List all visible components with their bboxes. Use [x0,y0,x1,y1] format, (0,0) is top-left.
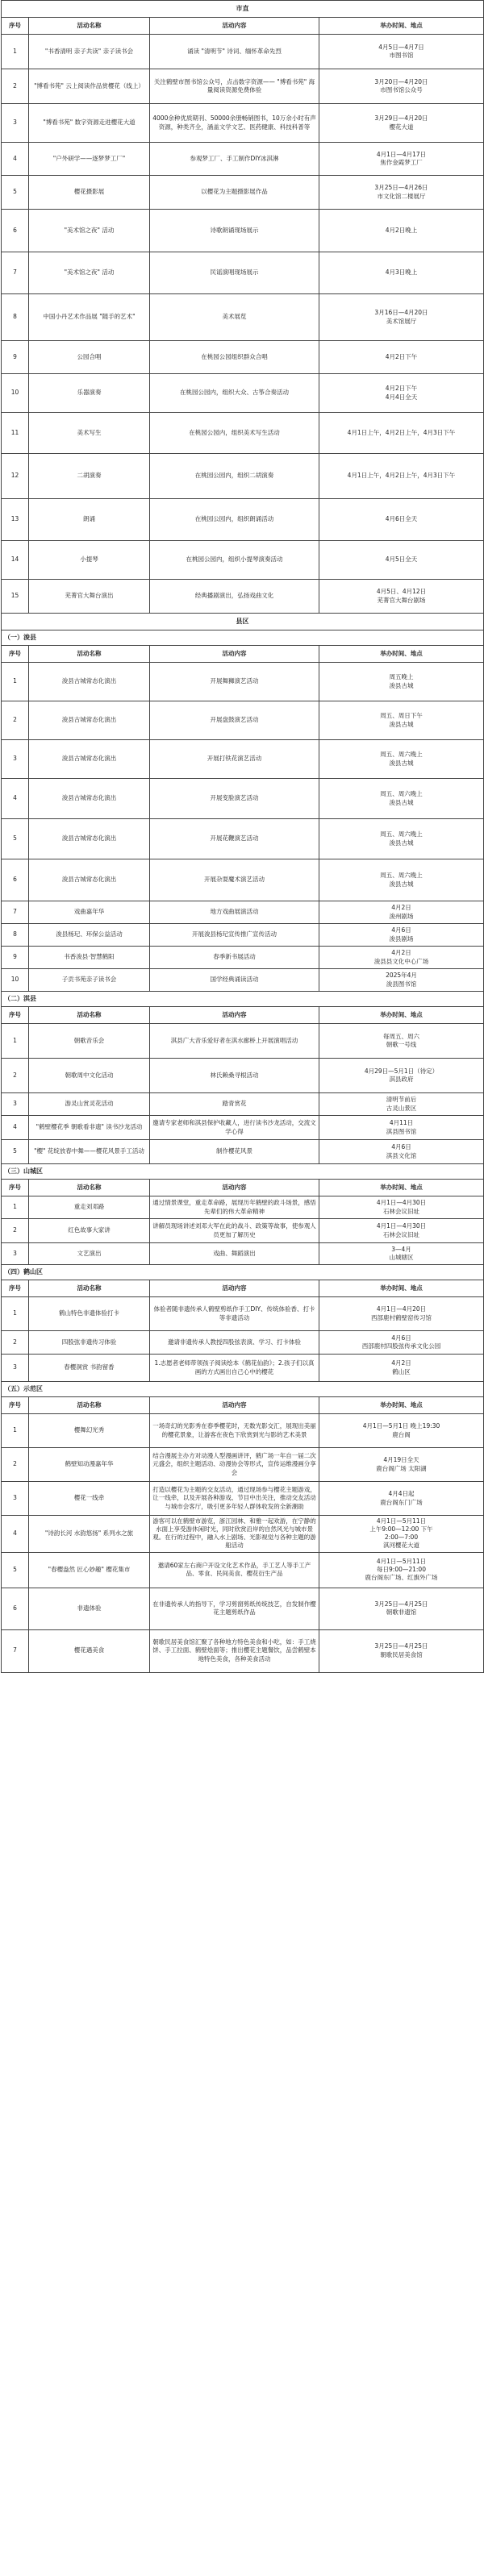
activity-content: 戏曲、舞蹈演出 [150,1243,319,1265]
activity-name: 鹤壁知动漫嘉年华 [29,1448,150,1482]
row-number: 5 [2,176,29,210]
table-row [2,1629,484,1672]
activity-content: 邀请专家老师和淇县保护收藏人，进行读书沙龙活动，交流文学心得 [150,1116,319,1140]
table-header-row [2,1280,484,1297]
table-row [2,1355,484,1382]
row-number: 13 [2,499,29,541]
row-number: 2 [2,1059,29,1093]
activity-time-place: 4月1日—5月11日 每日9:00—21:00 鹿台阁东广场、红旗外广场 [319,1552,484,1588]
table-row [2,1331,484,1355]
table-row [2,1024,484,1059]
row-number: 11 [2,413,29,454]
table-header-row [2,1007,484,1024]
table-row [2,104,484,143]
activity-content: 在桃园公园内，组织美术写生活动 [150,413,319,454]
activity-content: 关注鹤壁市图书馆公众号，点击数字资源—— "博看书苑" 海量阅读资源免费体验 [150,69,319,104]
table-row [2,176,484,210]
row-number: 1 [2,1297,29,1331]
row-number: 4 [2,1516,29,1553]
activity-content: 1.志愿者老师带领孩子阅读绘本《鹤花仙韵》；2.孩子们以真画的方式画出自己心中的樱花 [150,1355,319,1382]
table-header-row [2,18,484,35]
row-number: 5 [2,1140,29,1164]
table-row [2,819,484,859]
activity-name: "书香清明 亲子共读" 亲子读书会 [29,35,150,69]
header-time-place: 举办时间、地点 [319,18,484,35]
table-row [2,1297,484,1331]
activity-content: 诵读 "清明节" 诗词、缅怀革命先烈 [150,35,319,69]
header-name: 活动名称 [29,1180,150,1196]
activity-time-place: 3月29日—4月20日 樱花大道 [319,104,484,143]
activity-time-place: 4月1日上午，4月2日上午，4月3日下午 [319,413,484,454]
table-row [2,1552,484,1588]
activity-time-place: 4月1日—4月30日 石林会议旧址 [319,1219,484,1243]
table-row [2,1448,484,1482]
activity-name: "鹤壁樱花季 朝歌看非遗" 读书沙龙活动 [29,1116,150,1140]
activity-content: 开展花鞭演艺活动 [150,819,319,859]
activity-content: 开展杂耍魔术演艺活动 [150,859,319,901]
activity-time-place: 3月16日—4月20日 美术馆展厅 [319,294,484,341]
activity-name: 子贡书苑亲子读书会 [29,969,150,992]
activity-name: 朝歌音乐会 [29,1024,150,1059]
header-number: 序号 [2,1180,29,1196]
table-row [2,1588,484,1629]
row-number: 9 [2,341,29,374]
activity-name: 浚县古城常态化演出 [29,663,150,701]
table-row [2,1219,484,1243]
header-number: 序号 [2,1397,29,1414]
subsection-heading-row [2,630,484,646]
table-row [2,1196,484,1219]
activity-content: 地方戏曲展演活动 [150,901,319,924]
header-number: 序号 [2,18,29,35]
activity-time-place: 周五、周六晚上 浚县古城 [319,779,484,819]
table-row [2,143,484,176]
activity-name: "户外研学——逐梦梦工厂" [29,143,150,176]
subsection-heading-row [2,1382,484,1397]
activity-name: "美术馆之夜" 活动 [29,210,150,252]
header-content: 活动内容 [150,18,319,35]
activity-name: 樱花摄影展 [29,176,150,210]
activity-name: 公园合唱 [29,341,150,374]
row-number: 9 [2,947,29,969]
section-heading: 市直 [2,1,484,18]
table-row [2,1116,484,1140]
header-name: 活动名称 [29,1397,150,1414]
activity-name: 中国小丹艺术作品展 "随手的艺术" [29,294,150,341]
row-number: 8 [2,294,29,341]
activity-content: 国学经典诵读活动 [150,969,319,992]
activity-name: 美术写生 [29,413,150,454]
activity-time-place: 4月1日—4月30日 石林会议旧址 [319,1196,484,1219]
activity-content: 开展打铁花演艺活动 [150,740,319,779]
activity-content: 开展变脸演艺活动 [150,779,319,819]
header-number: 序号 [2,646,29,663]
activity-content: 游客可以在鹤壁市游览，浙江园林、和雅一起欢游，在宁静的水面上享受游休闲时光，同时欣赏沿岸的自然风光与城市景观。在行的过程中，融入水上剧场、光影视觉与各种主题的游船活动 [150,1516,319,1553]
activity-name: 文艺演出 [29,1243,150,1265]
activity-time-place: 3月25日—4月26日 市文化馆二楼展厅 [319,176,484,210]
activity-name: "博看书苑" 云上阅读作品赏樱花（线上） [29,69,150,104]
activity-time-place: 4月3日晚上 [319,252,484,294]
row-number: 4 [2,779,29,819]
table-row [2,701,484,740]
row-number: 3 [2,1093,29,1116]
activity-time-place: 周五晚上 浚县古城 [319,663,484,701]
activity-name: 二胡演奏 [29,454,150,499]
table-row [2,210,484,252]
activity-content: 在桃园公园组织群众合唱 [150,341,319,374]
header-name: 活动名称 [29,1007,150,1024]
row-number: 1 [2,35,29,69]
activity-time-place: 4月6日 浚县剧场 [319,924,484,947]
header-name: 活动名称 [29,18,150,35]
table-header-row [2,1180,484,1196]
header-name: 活动名称 [29,646,150,663]
activity-name: 樱花一线牵 [29,1482,150,1516]
activity-time-place: 4月2日 浚州剧场 [319,901,484,924]
activity-time-place: 周五、周六晚上 浚县古城 [319,740,484,779]
table-row [2,1516,484,1553]
activity-content: 开展浚县杨玘宣传推广宣传活动 [150,924,319,947]
row-number: 8 [2,924,29,947]
row-number: 2 [2,701,29,740]
activity-name: 重走刘邓路 [29,1196,150,1219]
row-number: 2 [2,1448,29,1482]
activity-time-place: 3月25日—4月25日 朝歌非遗馆 [319,1588,484,1629]
row-number: 2 [2,1219,29,1243]
activity-content: 参观梦工厂、手工制作DIY冰淇淋 [150,143,319,176]
table-row [2,1140,484,1164]
activity-content: 4000余种优质期刊、50000余册畅销图书，10万余小时有声资源，种类齐全，涵盖文学文艺、医药健康、科技科普等 [150,104,319,143]
table-row [2,294,484,341]
activity-time-place: 4月11日 淇县图书馆 [319,1116,484,1140]
row-number: 1 [2,1414,29,1448]
row-number: 5 [2,1552,29,1588]
activity-name: 樱花遇美食 [29,1629,150,1672]
activity-content: 体验者随非遗传承人鹤壁剪纸作手工DIY、传统体验香、打卡等非遗活动 [150,1297,319,1331]
table-row [2,1093,484,1116]
table-row [2,374,484,413]
activity-content: 一场奇幻的光影秀在春季樱花时，无数光影交汇，展现出美丽的樱花景象，让游客在夜色下欣赏到光与影的艺术美景 [150,1414,319,1448]
row-number: 15 [2,580,29,614]
header-content: 活动内容 [150,1180,319,1196]
activity-content: 踏青赏花 [150,1093,319,1116]
activity-name: 浚县杨玘、环保公益活动 [29,924,150,947]
activity-name: 浚县古城常态化演出 [29,779,150,819]
table-row [2,901,484,924]
activity-content: 开展舞狮演艺活动 [150,663,319,701]
table-row [2,69,484,104]
header-number: 序号 [2,1280,29,1297]
row-number: 10 [2,374,29,413]
table-row [2,740,484,779]
header-time-place: 举办时间、地点 [319,646,484,663]
table-row [2,1059,484,1093]
activity-name: 乐器演奏 [29,374,150,413]
table-row [2,541,484,580]
activity-content: 邀请非遗传承人教授四股弦表演、学习、打卡体验 [150,1331,319,1355]
row-number: 2 [2,1331,29,1355]
row-number: 4 [2,143,29,176]
activity-time-place: 4月2日下午 4月4日全天 [319,374,484,413]
activity-table-body [2,1,484,1673]
activity-content: 以樱花为主题摄影展作品 [150,176,319,210]
table-row [2,1482,484,1516]
row-number: 2 [2,69,29,104]
activity-content: 民谣演唱现场展示 [150,252,319,294]
activity-time-place: 每周五、周六 朝歌一号线 [319,1024,484,1059]
subsection-heading: （五）示范区 [2,1382,484,1397]
header-time-place: 举办时间、地点 [319,1280,484,1297]
activity-time-place: 4月19日全天 鹿台阁广场 太阳湖 [319,1448,484,1482]
activity-name: 红色故事大家讲 [29,1219,150,1243]
activity-content: 美术展览 [150,294,319,341]
activity-name: 春樱洞赏 书韵留香 [29,1355,150,1382]
activity-content: 邀请60家左右商户开设文化艺术作品，手工艺人等手工产品、零食、民间美食、樱花衍生产品 [150,1552,319,1588]
row-number: 7 [2,901,29,924]
activity-name: 浚县古城常态化演出 [29,819,150,859]
activity-time-place: 2025年4月 浚县图书馆 [319,969,484,992]
row-number: 3 [2,740,29,779]
activity-content: 经典播剧演出，弘扬戏曲文化 [150,580,319,614]
row-number: 1 [2,663,29,701]
table-row [2,341,484,374]
table-row [2,1414,484,1448]
table-row [2,663,484,701]
subsection-heading-row [2,1265,484,1280]
activity-name: "春樱盎然 匠心妙趣" 樱花集市 [29,1552,150,1588]
activity-time-place: 4月6日 西部鹿村四股弦传承文化公园 [319,1331,484,1355]
table-row [2,252,484,294]
activity-content: 林氏赖桑寻根活动 [150,1059,319,1093]
activity-time-place: 3—4月 山城辖区 [319,1243,484,1265]
section-heading: 县区 [2,614,484,630]
activity-time-place: 周五、周六晚上 浚县古城 [319,819,484,859]
activity-time-place: 4月4日起 鹿台阁东门广场 [319,1482,484,1516]
activity-time-place: 4月5日—4月7日 市图书馆 [319,35,484,69]
header-content: 活动内容 [150,1280,319,1297]
activity-name: 四股弦非遗传习体验 [29,1331,150,1355]
row-number: 3 [2,1355,29,1382]
activity-name: 朗诵 [29,499,150,541]
activity-name: "美术馆之夜" 活动 [29,252,150,294]
subsection-heading: （四）鹤山区 [2,1265,484,1280]
activity-time-place: 4月1日—4月17日 焦作金霞梦工厂 [319,143,484,176]
row-number: 4 [2,1116,29,1140]
activity-table [1,0,484,1673]
activity-content: 淇县广大音乐爱好者在淇水廊桥上开展演唱活动 [150,1024,319,1059]
subsection-heading-row [2,1164,484,1180]
table-header-row [2,646,484,663]
activity-name: 非遗体验 [29,1588,150,1629]
activity-time-place: 4月2日 浚县县文化中心广场 [319,947,484,969]
activity-name: 浚县古城常态化演出 [29,859,150,901]
header-content: 活动内容 [150,1007,319,1024]
activity-content: 朝歌民居美食馆汇聚了各种地方特色美食和小吃，如：手工烧饼、手工拉面、鹤壁烩面等；推出樱花主题餐饮，品尝鹤壁本地特色美食，各种美食活动 [150,1629,319,1672]
activity-name: "诗韵长河 水韵悠扬" 系列水之旅 [29,1516,150,1553]
row-number: 7 [2,1629,29,1672]
section-heading-row [2,614,484,630]
activity-content: 春季新书展活动 [150,947,319,969]
table-row [2,35,484,69]
activity-time-place: 4月1日—5月11日 上午9:00—12:00 下午 2:00—7:00 淇河樱花大道 [319,1516,484,1553]
activity-content: 在非遗传承人的指导下，学习剪窗剪纸传统技艺，自发制作樱花主题剪纸作品 [150,1588,319,1629]
activity-time-place: 4月2日晚上 [319,210,484,252]
activity-time-place: 周五、周六晚上 浚县古城 [319,859,484,901]
activity-content: 开展盘鼓演艺活动 [150,701,319,740]
header-time-place: 举办时间、地点 [319,1397,484,1414]
activity-content: 讲解员现场讲述刘邓大军在此的战斗、政策等故事，使参观人员更加了解历史 [150,1219,319,1243]
activity-time-place: 4月1日—5月1日 晚上19:30 鹿台阁 [319,1414,484,1448]
activity-name: 朝歌周中文化活动 [29,1059,150,1093]
activity-name: 书香浚县·智慧鹤阳 [29,947,150,969]
activity-name: 浚县古城常态化演出 [29,740,150,779]
activity-name: 鹤山特色非遗体验打卡 [29,1297,150,1331]
header-time-place: 举办时间、地点 [319,1007,484,1024]
table-row [2,580,484,614]
activity-content: 在桃园公园内，组织小提琴演奏活动 [150,541,319,580]
table-row [2,779,484,819]
header-content: 活动内容 [150,1397,319,1414]
activity-time-place: 周五、周日下午 浚县古城 [319,701,484,740]
activity-content: 在桃园公园内，组织朗诵活动 [150,499,319,541]
activity-name: 樱舞幻光秀 [29,1414,150,1448]
table-header-row [2,1397,484,1414]
activity-name: 游灵山赏灵花活动 [29,1093,150,1116]
activity-name: 芜菁官大舞台演出 [29,580,150,614]
row-number: 6 [2,859,29,901]
row-number: 6 [2,1588,29,1629]
subsection-heading: （二）淇县 [2,992,484,1007]
activity-name: "博看书苑" 数字资源走进樱花大道 [29,104,150,143]
activity-time-place: 4月6日全天 [319,499,484,541]
subsection-heading-row [2,992,484,1007]
header-name: 活动名称 [29,1280,150,1297]
activity-time-place: 4月1日上午，4月2日上午，4月3日下午 [319,454,484,499]
activity-name: 小提琴 [29,541,150,580]
activity-name: 戏曲嘉年华 [29,901,150,924]
activity-time-place: 3月20日—4月20日 市图书馆公众号 [319,69,484,104]
activity-content: 制作樱花风景 [150,1140,319,1164]
activity-name: "樱" 花绽放春中舞——樱花风景手工活动 [29,1140,150,1164]
row-number: 1 [2,1024,29,1059]
activity-content: 通过情景课堂，重走革命路，展现历年鹤壁的政斗场景，感悟先辈们的伟大革命精神 [150,1196,319,1219]
activity-time-place: 清明节前后 古灵山景区 [319,1093,484,1116]
row-number: 14 [2,541,29,580]
activity-time-place: 4月2日 鹤山区 [319,1355,484,1382]
row-number: 1 [2,1196,29,1219]
activity-time-place: 4月5日、4月12日 芜菁官大舞台剧场 [319,580,484,614]
header-content: 活动内容 [150,646,319,663]
header-number: 序号 [2,1007,29,1024]
subsection-heading: （一）浚县 [2,630,484,646]
activity-content: 打造以樱花为主题的交友活动，通过现场参与樱花主题游戏，让一线牵，以及开展各种游戏、节目中出关注，推动交友活动与城市会客厅，吸引更多年轻人群体收发的全新潮助 [150,1482,319,1516]
row-number: 3 [2,1482,29,1516]
row-number: 6 [2,210,29,252]
section-heading-row [2,1,484,18]
table-row [2,454,484,499]
activity-time-place: 4月29日—5月1日（待定） 淇县政府 [319,1059,484,1093]
subsection-heading: （三）山城区 [2,1164,484,1180]
activity-time-place: 4月5日全天 [319,541,484,580]
activity-content: 结合漫展主办方对动漫人型漫画讲评，鹤广场一年自一届二次元盛会，组织主题活动、动漫协会等形式，宣传运维漫画分享会 [150,1448,319,1482]
row-number: 3 [2,1243,29,1265]
table-row [2,924,484,947]
row-number: 5 [2,819,29,859]
activity-name: 浚县古城常态化演出 [29,701,150,740]
activity-time-place: 4月6日 淇县文化馆 [319,1140,484,1164]
table-row [2,499,484,541]
table-row [2,969,484,992]
row-number: 3 [2,104,29,143]
row-number: 7 [2,252,29,294]
row-number: 10 [2,969,29,992]
header-time-place: 举办时间、地点 [319,1180,484,1196]
activity-time-place: 4月2日下午 [319,341,484,374]
activity-content: 诗歌朗诵现场展示 [150,210,319,252]
table-row [2,859,484,901]
row-number: 12 [2,454,29,499]
table-row [2,947,484,969]
activity-content: 在桃园公园内，组织二胡演奏 [150,454,319,499]
activity-content: 在桃园公园内，组织大众、古筝合奏活动 [150,374,319,413]
table-row [2,413,484,454]
table-row [2,1243,484,1265]
activity-time-place: 3月25日—4月25日 朝歌民居美食馆 [319,1629,484,1672]
activity-time-place: 4月1日—4月20日 西部鹿村鹤壁窑传习馆 [319,1297,484,1331]
